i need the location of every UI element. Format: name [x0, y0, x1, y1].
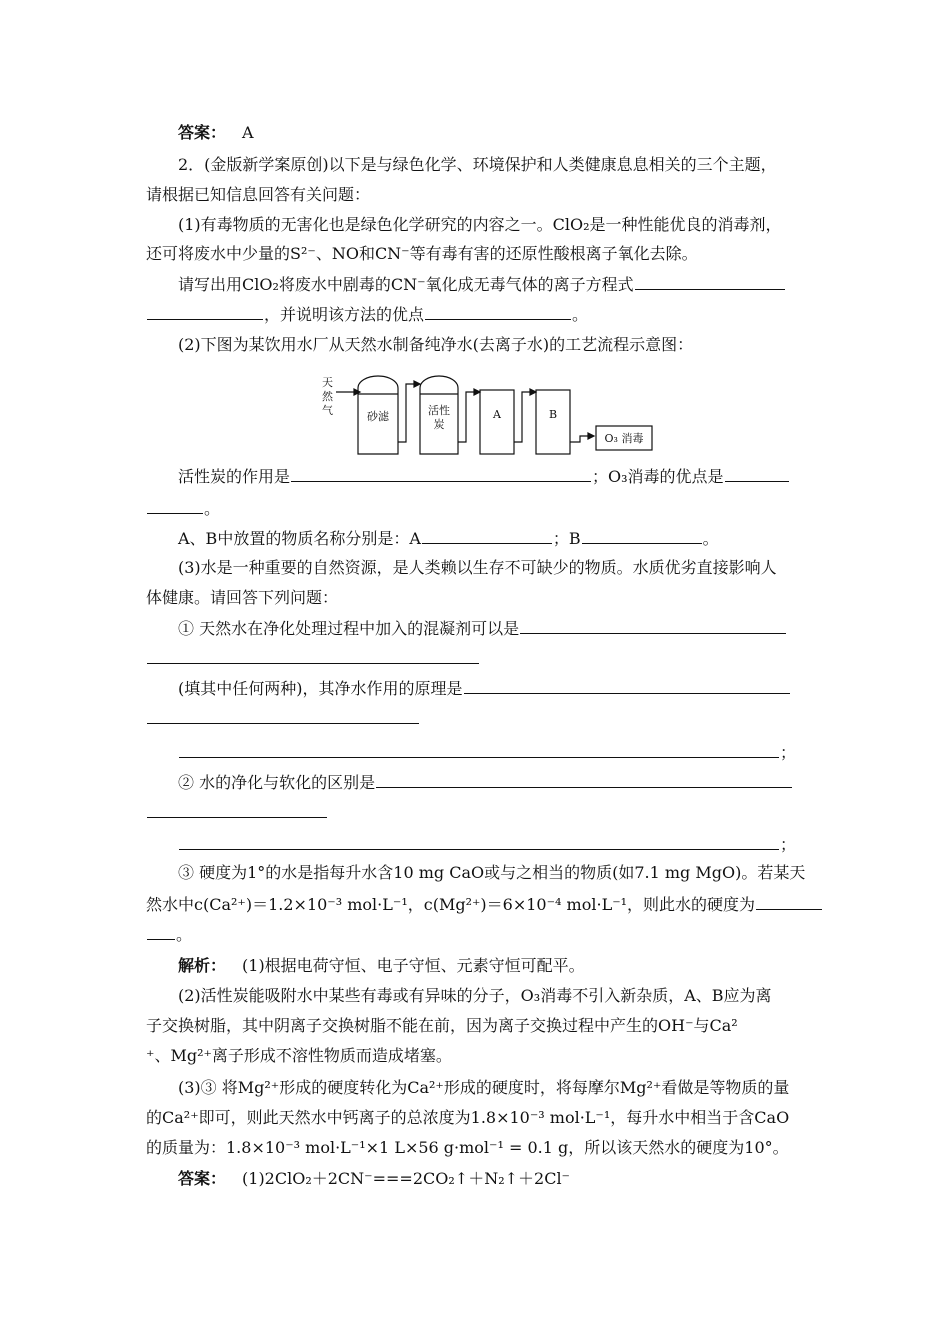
analysis-line-4: ⁺、Mg²⁺离子形成不溶性物质而造成堵塞。: [146, 1046, 452, 1065]
principle-blank[interactable]: [464, 677, 790, 694]
part3-item1-line-2: [146, 647, 480, 670]
part3-line-1: (3)水是一种重要的自然资源，是人类赖以生存不可缺少的物质。水质优劣直接影响人: [178, 558, 777, 577]
period: 。: [176, 925, 193, 944]
softening-blank-cont[interactable]: [147, 801, 327, 818]
part3-item1-line-5: [178, 741, 796, 764]
carbon-role-blank[interactable]: [291, 465, 591, 482]
part3-item2-line-1: [178, 771, 793, 794]
ozone-label: O₃ 消毒: [604, 432, 644, 445]
column-a: [480, 390, 514, 454]
final-answer: [178, 1168, 570, 1190]
analysis-line-1: [178, 955, 585, 977]
hardness-blank[interactable]: [756, 893, 822, 910]
period: 。: [204, 499, 221, 518]
part2-line-3: [146, 497, 220, 520]
equation-blank-cont[interactable]: [147, 303, 263, 320]
principle-blank-cont-2[interactable]: [179, 741, 779, 758]
source-char-3: 气: [322, 404, 333, 417]
analysis-line-6: 的Ca²⁺即可，则此天然水中钙离子的总浓度为1.8×10⁻³ mol·L⁻¹，每升水中相当于含CaO: [146, 1108, 790, 1127]
hardness-prompt: 然水中c(Ca²⁺)＝1.2×10⁻³ mol·L⁻¹，c(Mg²⁺)＝6×10⁻⁴ mol·L⁻¹，则此水的硬度为: [146, 895, 756, 914]
part3-item2-line-2: [146, 801, 328, 824]
ozone-advantage-blank-cont[interactable]: [147, 497, 203, 514]
carbon-label-2: 炭: [433, 418, 445, 431]
part1-line-3: [178, 273, 786, 296]
hardness-blank-cont[interactable]: [147, 923, 175, 940]
part3-item3-line-1: ③ 硬度为1°的水是指每升水含10 mg CaO或与之相当的物质(如7.1 mg MgO)。若某天: [178, 863, 806, 882]
principle-prompt: (填其中任何两种)，其净水作用的原理是: [178, 679, 463, 698]
period: 。: [572, 305, 589, 324]
column-b: [536, 390, 570, 454]
coagulant-blank[interactable]: [520, 617, 786, 634]
final-answer-label: 答案：: [178, 1169, 227, 1188]
softening-blank[interactable]: [376, 771, 792, 788]
sand-filter-label: 砂滤: [367, 410, 389, 423]
coagulant-prompt: ① 天然水在净化处理过程中加入的混凝剂可以是: [178, 619, 520, 638]
part1-line-4: [146, 303, 588, 326]
part3-item1-line-1: [178, 617, 787, 640]
semicolon: ；: [780, 743, 797, 762]
process-flow-diagram: [318, 362, 698, 462]
part3-item1-line-4: [146, 707, 420, 730]
part1-prompt: 请写出用ClO₂将废水中剧毒的CN⁻氧化成无毒气体的离子方程式: [178, 275, 634, 294]
ab-prompt: A、B中放置的物质名称分别是：A: [178, 529, 421, 548]
softening-prompt: ② 水的净化与软化的区别是: [178, 773, 376, 792]
question-intro-line-2: 请根据已知信息回答有关问题：: [146, 185, 371, 204]
column-a-label: A: [493, 408, 501, 421]
part1-line-2: 还可将废水中少量的S²⁻、NO和CN⁻等有毒有害的还原性酸根离子氧化去除。: [146, 244, 698, 263]
answer-label: 答案：: [178, 123, 227, 142]
part3-item1-line-3: [178, 677, 791, 700]
part2-line-1: (2)下图为某饮用水厂从天然水制备纯净水(去离子水)的工艺流程示意图：: [178, 335, 694, 354]
column-b-label: B: [548, 408, 558, 421]
question-intro-line-1: 2．(金版新学案原创)以下是与绿色化学、环境保护和人类健康息息相关的三个主题，: [178, 155, 777, 174]
analysis-label: 解析：: [178, 956, 227, 975]
softening-blank-cont-2[interactable]: [179, 833, 779, 850]
advantage-blank[interactable]: [425, 303, 571, 320]
analysis-line-3: 子交换树脂，其中阴离子交换树脂不能在前，因为离子交换过程中产生的OH⁻与Ca²: [146, 1016, 738, 1035]
part2-line-4: [178, 527, 719, 550]
part2-line-2: [178, 465, 790, 488]
ozone-advantage-prompt: ；O₃消毒的优点是: [592, 467, 724, 486]
part3-item2-line-3: [178, 833, 796, 856]
part3-item3-line-2: [146, 893, 823, 916]
coagulant-blank-cont[interactable]: [147, 647, 479, 664]
b-blank[interactable]: [582, 527, 702, 544]
b-prompt: ；B: [552, 529, 581, 548]
ozone-advantage-blank[interactable]: [725, 465, 789, 482]
analysis-line-2: (2)活性炭能吸附水中某些有毒或有异味的分子，O₃消毒不引入新杂质，A、B应为离: [178, 986, 772, 1005]
analysis-line-5: (3)③ 将Mg²⁺形成的硬度转化为Ca²⁺形成的硬度时，将每摩尔Mg²⁺看做是等物质的量: [178, 1078, 790, 1097]
analysis-text-1: (1)根据电荷守恒、电子守恒、元素守恒可配平。: [242, 956, 585, 975]
semicolon: ；: [780, 835, 797, 854]
previous-answer: [178, 122, 254, 144]
principle-blank-cont[interactable]: [147, 707, 419, 724]
final-answer-value: (1)2ClO₂＋2CN⁻===2CO₂↑＋N₂↑＋2Cl⁻: [242, 1169, 571, 1188]
answer-value: A: [242, 123, 254, 142]
analysis-line-7: 的质量为：1.8×10⁻³ mol·L⁻¹×1 L×56 g·mol⁻¹ = 0.1 g，所以该天然水的硬度为10°。: [146, 1138, 789, 1157]
part3-line-2: 体健康。请回答下列问题：: [146, 588, 339, 607]
source-char-1: 天: [322, 376, 333, 389]
carbon-label-1: 活性: [428, 404, 450, 417]
part1-line-1: (1)有毒物质的无害化也是绿色化学研究的内容之一。ClO₂是一种性能优良的消毒剂，: [178, 215, 782, 234]
carbon-role-prompt: 活性炭的作用是: [178, 467, 291, 486]
a-blank[interactable]: [422, 527, 552, 544]
period: 。: [702, 529, 719, 548]
equation-blank[interactable]: [635, 273, 785, 290]
source-char-2: 然: [322, 390, 333, 403]
part3-item3-line-3: [146, 923, 192, 946]
advantage-prompt: ，并说明该方法的优点: [264, 305, 425, 324]
